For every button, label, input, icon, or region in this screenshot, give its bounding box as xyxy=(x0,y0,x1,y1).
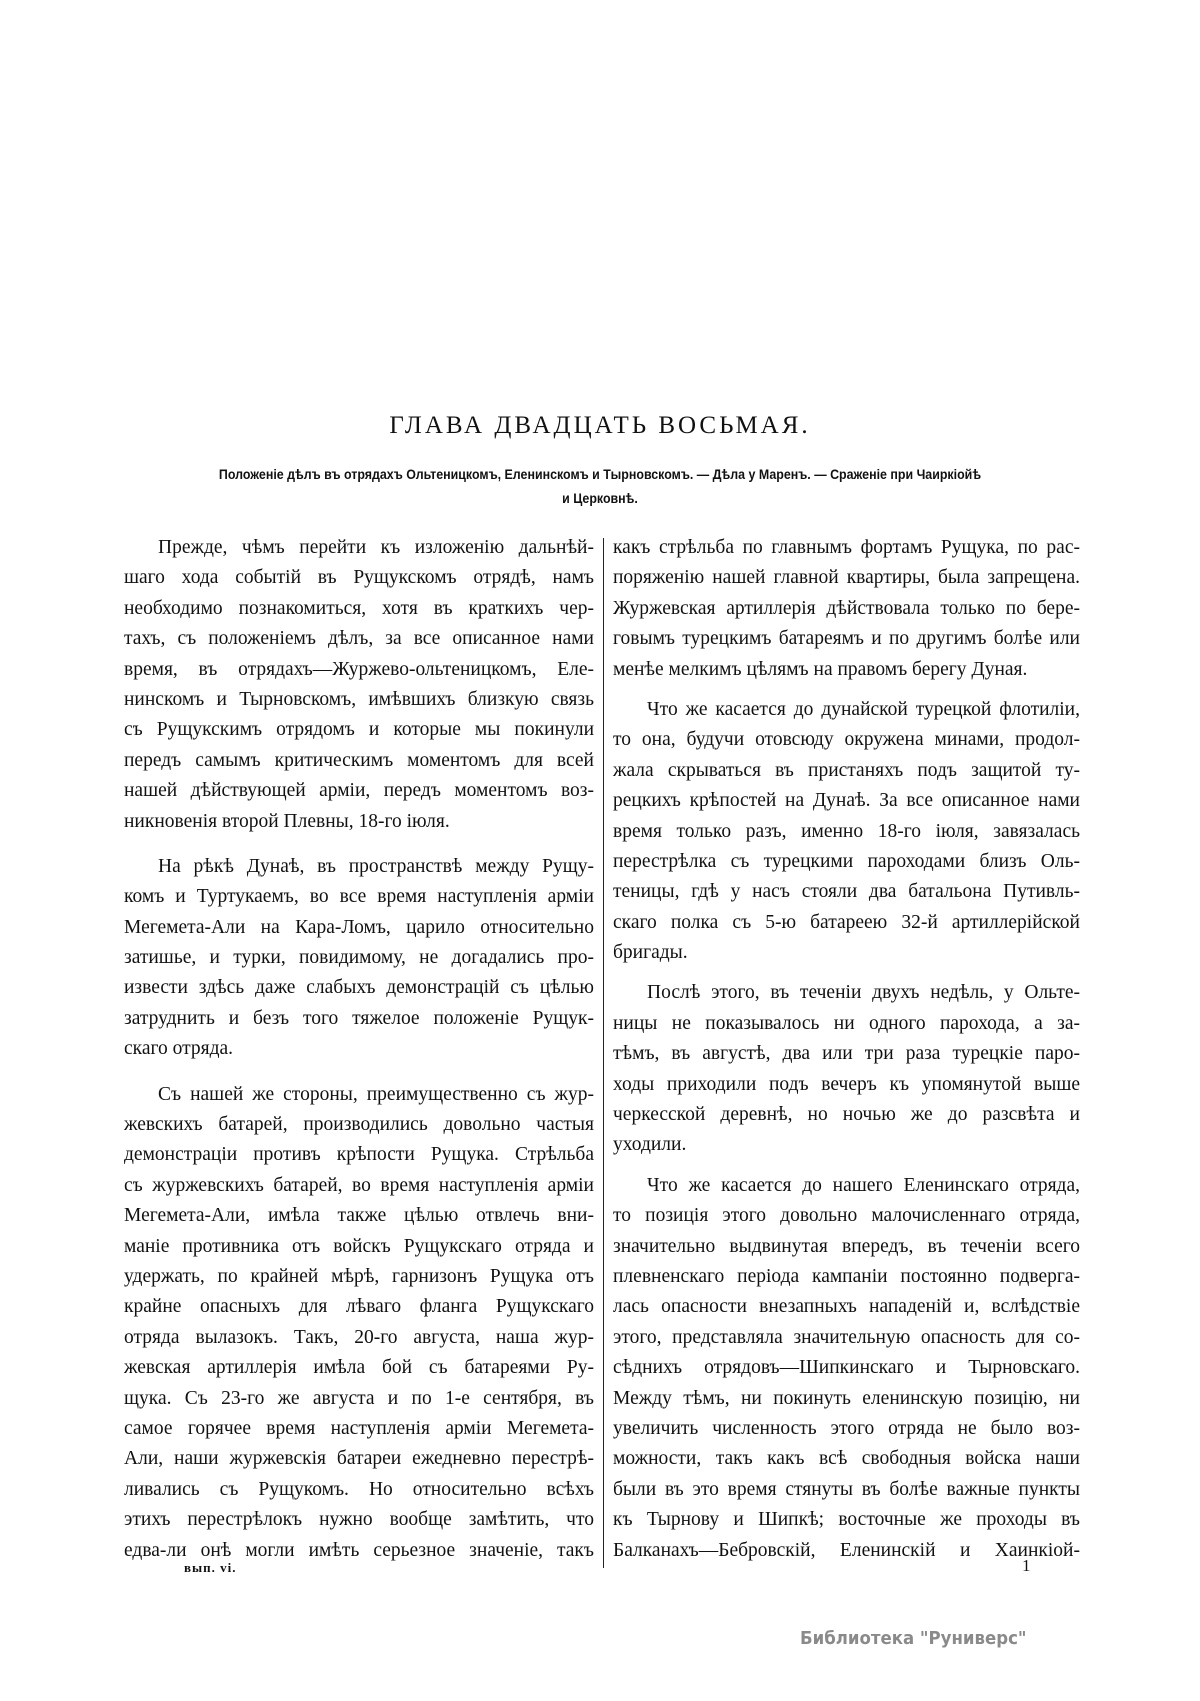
text-line: На рѣкѣ Дунаѣ, въ пространствѣ между Рущу- xyxy=(158,855,594,877)
text-line: шаго хода событій въ Рущукскомъ отрядѣ, намъ xyxy=(124,567,594,589)
text-line: увеличить численность этого отряда не было воз- xyxy=(613,1417,1080,1439)
left-column xyxy=(124,533,594,1566)
text-line: Послѣ этого, въ теченіи двухъ недѣль, у Ольте- xyxy=(647,982,1080,1004)
text-line: значительно выдвинутая впередъ, въ теченіи всего xyxy=(613,1235,1080,1257)
text-line: самое горячее время наступленія арміи Мегемета- xyxy=(124,1417,594,1439)
text-line: скаго отряда. xyxy=(124,1038,234,1060)
text-line: Съ нашей же стороны, преимущественно съ жур- xyxy=(158,1083,594,1105)
text-line: извести здѣсь даже слабыхъ демонстрацій съ цѣлью xyxy=(124,977,594,999)
text-line: едва-ли онѣ могли имѣть серьезное значеніе, такъ xyxy=(124,1539,594,1561)
text-line: жевскихъ батарей, производились довольно частыя xyxy=(124,1114,594,1136)
text-line: Мегемета-Али, имѣла также цѣлью отвлечь вни- xyxy=(124,1205,594,1227)
text-line: тахъ, съ положеніемъ дѣлъ, за все описанное нами xyxy=(124,628,594,650)
text-line: лась опасности внезапныхъ нападеній и, вслѣдствіе xyxy=(613,1296,1080,1318)
text-line: теницы, гдѣ у насъ стояли два батальона Путивль- xyxy=(613,881,1080,903)
text-line: скаго полка съ 5-ю батареею 32-й артиллерійской xyxy=(613,911,1080,933)
text-line: затруднить и безъ того тяжелое положеніе Рущук- xyxy=(124,1007,594,1029)
text-line: то она, будучи отовсюду окружена минами, продол- xyxy=(613,729,1080,751)
text-line: ницы не показывалось ни одного парохода, а за- xyxy=(613,1012,1080,1034)
text-line: перестрѣлка съ турецкими пароходами близъ Оль- xyxy=(613,850,1080,872)
text-line: съ журжевскихъ батарей, во время наступленія арміи xyxy=(124,1174,594,1196)
text-line: маніе противника отъ войскъ Рущукскаго отряда и xyxy=(124,1235,594,1257)
text-line: комъ и Туртукаемъ, во все время наступленія арміи xyxy=(124,886,594,908)
text-line: жевская артиллерія имѣла бой съ батареями Ру- xyxy=(124,1357,594,1379)
text-line: черкесской деревнѣ, но ночью же до разсвѣта и xyxy=(613,1104,1080,1126)
text-line: тѣмъ, въ августѣ, два или три раза турецкіе паро- xyxy=(613,1043,1080,1065)
text-line: этихъ перестрѣлокъ нужно вообще замѣтить, что xyxy=(124,1509,594,1531)
text-line: Мегемета-Али на Кара-Ломъ, царило относительно xyxy=(124,916,594,938)
text-line: съ Рущукскимъ отрядомъ и которые мы покинули xyxy=(124,719,594,741)
chapter-summary xyxy=(158,463,1041,511)
text-line: то позиція этого довольно малочисленнаго отряда, xyxy=(613,1205,1080,1227)
text-line: Что же касается до нашего Еленинскаго отряда, xyxy=(647,1174,1080,1196)
paragraph xyxy=(124,1080,594,1566)
column-divider xyxy=(603,538,604,1568)
text-line: крайне опасныхъ для лѣваго фланга Рущукскаго xyxy=(124,1296,594,1318)
text-line: Али, наши журжевскія батареи ежедневно перестрѣ- xyxy=(124,1448,594,1470)
text-line: отряда вылазокъ. Такъ, 20-го августа, наша жур- xyxy=(124,1326,594,1348)
text-line: щука. Съ 23-го же августа и по 1-е сентября, въ xyxy=(124,1387,594,1409)
text-line: говымъ турецкимъ батареямъ и по другимъ болѣе или xyxy=(613,628,1080,650)
text-line: бригады. xyxy=(613,942,688,964)
chapter-summary-line: и Церковнѣ. xyxy=(562,491,638,506)
text-line: ходы приходили подъ вечеръ къ упомянутой выше xyxy=(613,1073,1080,1095)
text-line: этого, представляла значительную опасность для со- xyxy=(613,1326,1080,1348)
text-line: Между тѣмъ, ни покинуть еленинскую позицію, ни xyxy=(613,1387,1080,1409)
text-line: удержать, по крайней мѣрѣ, гарнизонъ Рущука отъ xyxy=(124,1265,594,1287)
text-line: поряженію нашей главной квартиры, была запрещена. xyxy=(613,567,1080,589)
text-line: необходимо познакомиться, хотя въ краткихъ чер- xyxy=(124,597,594,619)
chapter-title: ГЛАВА ДВАДЦАТЬ ВОСЬМАЯ. xyxy=(389,412,811,439)
text-line: Что же касается до дунайской турецкой флотиліи, xyxy=(647,698,1080,720)
chapter-summary-line: Положеніе дѣлъ въ отрядахъ Ольтеницкомъ, Еленинскомъ и Тырновскомъ. — Дѣла у Маренъ. — Сраженіе при Чаиркіойѣ xyxy=(218,467,982,482)
paragraph xyxy=(124,533,594,837)
text-line: нинскомъ и Тырновскомъ, имѣвшихъ близкую связь xyxy=(124,688,594,710)
text-line: передъ самымъ критическимъ моментомъ для всей xyxy=(124,749,594,771)
text-line: къ Тырнову и Шипкѣ; восточные же проходы въ xyxy=(613,1509,1080,1531)
paragraph xyxy=(613,695,1080,969)
text-line: время только разъ, именно 18-го іюля, завязалась xyxy=(613,820,1080,842)
text-line: Журжевская артиллерія дѣйствовала только по бере- xyxy=(613,597,1080,619)
text-line: никновенія второй Плевны, 18-го іюля. xyxy=(124,810,450,832)
text-line: можности, такъ какъ всѣ свободныя войска наши xyxy=(613,1448,1080,1470)
library-watermark: Библиотека "Руниверс" xyxy=(800,1628,1027,1649)
text-line: Прежде, чѣмъ перейти къ изложенію дальнѣй- xyxy=(158,537,594,558)
text-line: уходили. xyxy=(613,1134,687,1156)
paragraph xyxy=(613,978,1080,1160)
paragraph xyxy=(613,533,1080,685)
text-line: рецкихъ крѣпостей на Дунаѣ. За все описанное нами xyxy=(613,790,1080,812)
page-number: 1 xyxy=(1022,1556,1031,1575)
right-column xyxy=(613,533,1080,1566)
text-line: менѣе мелкимъ цѣлямъ на правомъ берегу Дуная. xyxy=(613,658,1028,680)
text-line: Балканахъ—Бебровскій, Еленинскій и Хаинкіой- xyxy=(613,1539,1080,1561)
text-line: были въ это время стянуты въ болѣе важные пункты xyxy=(613,1478,1080,1500)
text-line: сѣднихъ отрядовъ—Шипкинскаго и Тырновскаго. xyxy=(613,1357,1080,1379)
text-line: жала скрываться въ пристаняхъ подъ защитой ту- xyxy=(613,759,1080,781)
text-line: нашей дѣйствующей арміи, передъ моментомъ воз- xyxy=(124,780,594,802)
paragraph xyxy=(613,1171,1080,1566)
text-line: затишье, и турки, повидимому, не догадались про- xyxy=(124,947,594,969)
text-line: время, въ отрядахъ—Журжево-ольтеницкомъ, Еле- xyxy=(124,658,594,680)
signature-mark: вып. vi. xyxy=(184,1560,237,1575)
text-line: какъ стрѣльба по главнымъ фортамъ Рущука, по рас- xyxy=(613,537,1080,558)
text-line: демонстраціи противъ крѣпости Рущука. Стрѣльба xyxy=(124,1144,594,1166)
paragraph xyxy=(124,852,594,1065)
text-line: ливались съ Рущукомъ. Но относительно всѣхъ xyxy=(124,1478,594,1500)
text-line: плевненскаго періода кампаніи постоянно подверга- xyxy=(613,1265,1080,1287)
